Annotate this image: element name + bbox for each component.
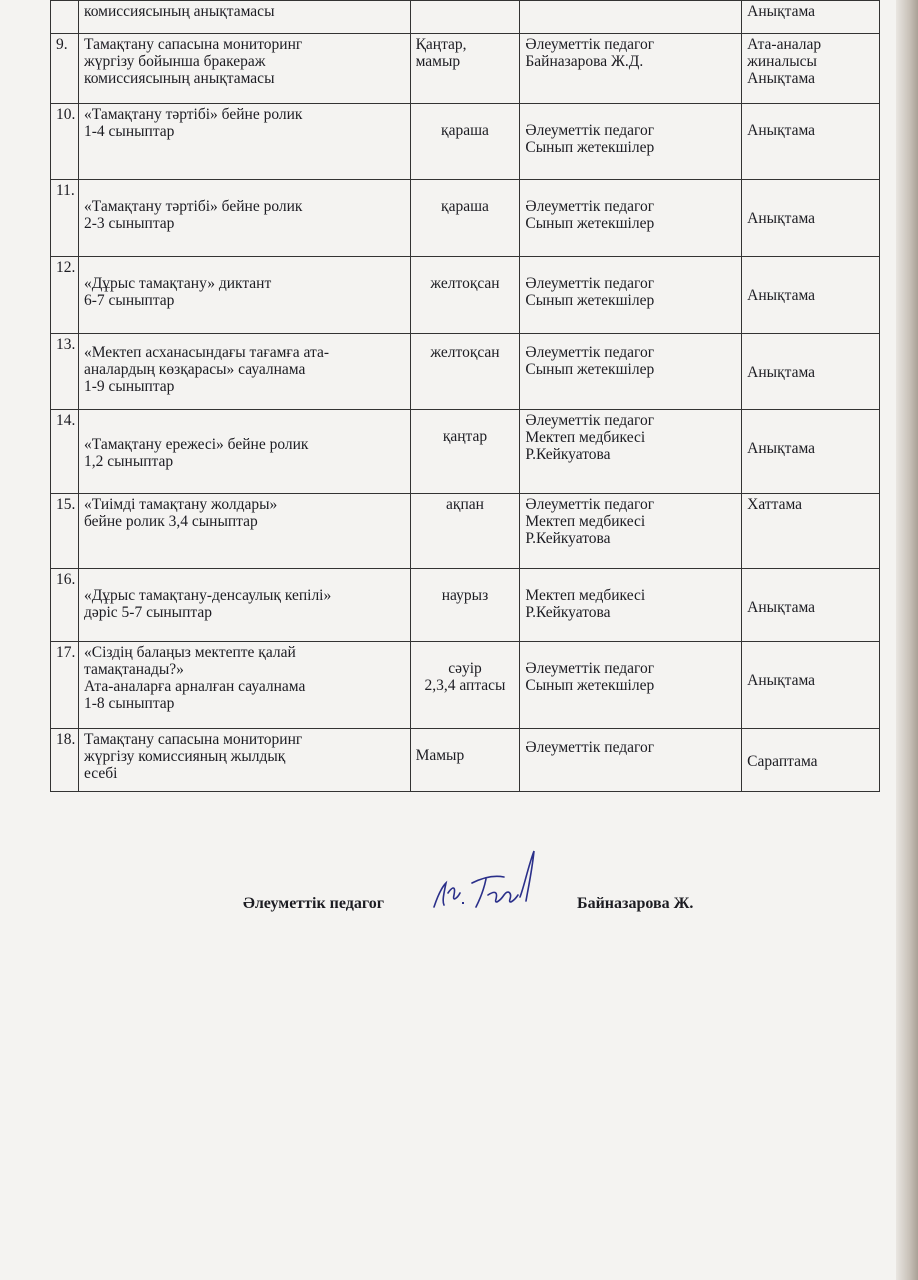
- form-cell: Анықтама: [742, 569, 880, 642]
- date-cell: қараша: [410, 104, 520, 180]
- date-cell: қаңтар: [410, 410, 520, 494]
- date-cell: Мамыр: [410, 729, 520, 792]
- date-cell: наурыз: [410, 569, 520, 642]
- responsible-cell: Әлеуметтік педагог Мектеп медбикесі Р.Кейкуатова: [520, 410, 742, 494]
- responsible-cell: Әлеуметтік педагог Сынып жетекшілер: [520, 257, 742, 334]
- date-cell: [410, 1, 520, 34]
- row-number: [51, 1, 79, 34]
- table-row: [51, 642, 880, 729]
- table-row: [51, 257, 880, 334]
- table-row: [51, 729, 880, 792]
- event-cell: «Тамақтану тәртібі» бейне ролик 2-3 сыныптар: [78, 180, 410, 257]
- event-cell: «Мектеп асханасындағы тағамға ата- аналардың көзқарасы» сауалнама 1-9 сыныптар: [78, 334, 410, 410]
- row-number: 14.: [51, 410, 79, 494]
- responsible-cell: Мектеп медбикесі Р.Кейкуатова: [520, 569, 742, 642]
- table-row: [51, 104, 880, 180]
- table-row: [51, 334, 880, 410]
- date-cell: қараша: [410, 180, 520, 257]
- row-number: 17.: [51, 642, 79, 729]
- signer-name: Байназарова Ж.: [577, 895, 694, 912]
- event-cell: «Тамақтану тәртібі» бейне ролик 1-4 сыныптар: [78, 104, 410, 180]
- handwritten-signature: [428, 847, 544, 919]
- form-cell: Анықтама: [742, 180, 880, 257]
- responsible-cell: Әлеуметтік педагог: [520, 729, 742, 792]
- table-row: [51, 180, 880, 257]
- responsible-cell: Әлеуметтік педагог Мектеп медбикесі Р.Кейкуатова: [520, 494, 742, 569]
- responsible-cell: Әлеуметтік педагог Сынып жетекшілер: [520, 334, 742, 410]
- table-row: [51, 569, 880, 642]
- row-number: 18.: [51, 729, 79, 792]
- plan-table: [50, 0, 880, 792]
- page-edge-shadow: [896, 0, 918, 1280]
- date-cell: Қаңтар, мамыр: [410, 34, 520, 104]
- table-row: [51, 1, 880, 34]
- form-cell: Анықтама: [742, 334, 880, 410]
- form-cell: Анықтама: [742, 410, 880, 494]
- form-cell: Анықтама: [742, 642, 880, 729]
- row-number: 11.: [51, 180, 79, 257]
- event-cell: «Тамақтану ережесі» бейне ролик 1,2 сыныптар: [78, 410, 410, 494]
- responsible-cell: [520, 1, 742, 34]
- table-row: [51, 410, 880, 494]
- date-cell: сәуір 2,3,4 аптасы: [410, 642, 520, 729]
- responsible-cell: Әлеуметтік педагог Сынып жетекшілер: [520, 104, 742, 180]
- event-cell: Тамақтану сапасына мониторинг жүргізу бойынша бракераж комиссиясының анықтамасы: [78, 34, 410, 104]
- form-cell: Ата-аналар жиналысы Анықтама: [742, 34, 880, 104]
- event-cell: Тамақтану сапасына мониторинг жүргізу комиссияның жылдық есебі: [78, 729, 410, 792]
- row-number: 12.: [51, 257, 79, 334]
- row-number: 13.: [51, 334, 79, 410]
- row-number: 15.: [51, 494, 79, 569]
- form-cell: Анықтама: [742, 257, 880, 334]
- signer-role: Әлеуметтік педагог: [243, 895, 385, 912]
- date-cell: ақпан: [410, 494, 520, 569]
- event-cell: «Тиімді тамақтану жолдары» бейне ролик 3,4 сыныптар: [78, 494, 410, 569]
- table-row: [51, 494, 880, 569]
- responsible-cell: Әлеуметтік педагог Байназарова Ж.Д.: [520, 34, 742, 104]
- form-cell: Сараптама: [742, 729, 880, 792]
- row-number: 10.: [51, 104, 79, 180]
- form-cell: Анықтама: [742, 1, 880, 34]
- table-row: [51, 34, 880, 104]
- date-cell: желтоқсан: [410, 257, 520, 334]
- event-cell: «Дұрыс тамақтану-денсаулық кепілі» дәріс 5-7 сыныптар: [78, 569, 410, 642]
- responsible-cell: Әлеуметтік педагог Сынып жетекшілер: [520, 642, 742, 729]
- row-number: 9.: [51, 34, 79, 104]
- event-cell: комиссиясының анықтамасы: [78, 1, 410, 34]
- row-number: 16.: [51, 569, 79, 642]
- form-cell: Хаттама: [742, 494, 880, 569]
- responsible-cell: Әлеуметтік педагог Сынып жетекшілер: [520, 180, 742, 257]
- event-cell: «Сіздің балаңыз мектепте қалай тамақтанады?» Ата-аналарға арналған сауалнама 1-8 сыныптар: [78, 642, 410, 729]
- form-cell: Анықтама: [742, 104, 880, 180]
- date-cell: желтоқсан: [410, 334, 520, 410]
- event-cell: «Дұрыс тамақтану» диктант 6-7 сыныптар: [78, 257, 410, 334]
